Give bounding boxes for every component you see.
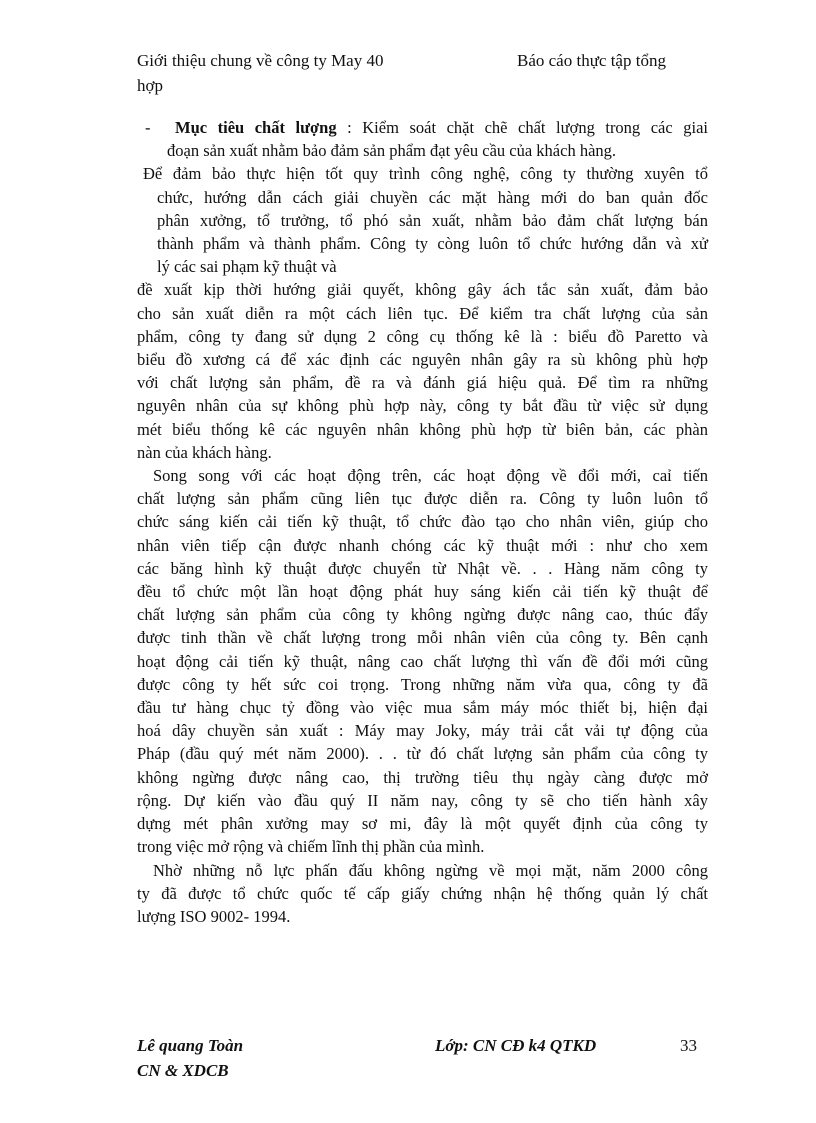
paragraph-line: nàn của khách hàng. [137,442,272,462]
bullet-label: Mục tiêu chất lượng [175,118,337,137]
paragraph-line: chức, hướng dẫn cách giải chuyền các mặt hàng mới do ban quản đốc [157,187,708,207]
paragraph-line: Để đảm bảo thực hiện tốt quy trình công nghệ, công ty thường xuyên tổ [143,164,708,184]
header-title-wrap: hợp [137,76,163,95]
paragraph-3 [137,464,708,858]
paragraph-line: với chất lượng sản phẩm, đề ra và đánh giá hiệu quả. Để tìm ra những [137,373,708,393]
page-number: 33 [680,1036,697,1055]
paragraph-line: nguyên nhân của sự không phù hợp này, công ty bắt đầu từ việc sử dụng [137,396,708,416]
paragraph-line: biểu đồ xương cá để xác định các nguyên nhân gây ra sù không phù hợp [137,350,708,370]
bullet-text: : Kiểm soát chặt chẽ chất lượng trong các giai [336,118,708,137]
paragraph-line: Song song với các hoạt động trên, các hoạt động về đổi mới, caỉ tiến [153,466,708,486]
paragraph-line: Pháp (đầu quý mét năm 2000). . . từ đó chất lượng sản phẩm của công ty [137,744,708,764]
paragraph-line: chất lượng sản phẩm của công ty không ngừng được nâng cao, thúc đẩy [137,605,708,625]
paragraph-line: phân xưởng, tổ trưởng, tổ phó sản xuất, nhằm bảo đảm chất lượng bán [157,210,708,230]
paragraph-line: rộng. Dự kiến vào đầu quý II năm nay, công ty sẽ cho tiến hành xây [137,790,708,810]
paragraph-line: đề xuất kịp thời hướng giải quyết, không gây ách tắc sản xuất, đảm bảo [137,280,708,300]
header-title-right: Báo cáo thực tập tổng [517,51,666,70]
footer-author: Lê quang Toàn [137,1036,244,1055]
paragraph-line: đều tổ chức một lần hoạt động phát huy sáng kiến cải tiến kỹ thuật để [137,582,708,602]
paragraph-line: trong việc mở rộng và chiếm lĩnh thị phần của mình. [137,837,485,857]
paragraph-line: mét biểu thống kê các nguyên nhân không phù hợp từ biên bản, các phàn [137,419,708,439]
header-title-left: Giới thiệu chung về công ty May 40 [137,51,384,70]
paragraph-line: được tinh thần về chất lượng trong mỗi nhân viên của công ty. Bên cạnh [137,628,708,648]
bullet-marker: - [145,118,151,137]
paragraph-line: đầu tư hàng chục tỷ đồng vào việc mua sắm máy móc thiết bị, hiện đại [137,698,708,718]
paragraph-line: lượng ISO 9002- 1994. [137,906,291,926]
footer-department: CN & XDCB [137,1061,229,1080]
paragraph-line: ty đã được tổ chức quốc tế cấp giấy chứng nhận hệ thống quản lý chất [137,883,708,903]
paragraph-line: nhân viên tiếp cận được nhanh chóng các kỹ thuật mới : như cho xem [137,535,708,555]
paragraph-line: chức sáng kiến cải tiến kỹ thuật, tổ chức đào tạo cho nhân viên, giúp cho [137,512,708,532]
paragraph-4 [137,859,708,929]
footer-class: Lớp: CN CĐ k4 QTKD [435,1036,597,1055]
paragraph-line: dựng mét phân xưởng may sơ mi, đây là một quyết định của công ty [137,814,708,834]
paragraph-line: phẩm, công ty đang sử dụng 2 công cụ thống kê là : biểu đồ Paretto và [137,326,708,346]
paragraph-line: Nhờ những nỗ lực phấn đấu không ngừng về mọi mặt, năm 2000 công [153,860,708,880]
bullet-item [137,116,708,162]
bullet-line-1 [137,116,708,139]
paragraph-line: chất lượng sản phẩm cũng liên tục được diễn ra. Công ty luôn luôn tổ [137,489,708,509]
document-body [137,116,708,928]
paragraph-line: thành phẩm và thành phẩm. Công ty còng luôn tổ chức hướng dẫn và xử [157,234,708,254]
paragraph-line: được công ty hết sức coi trọng. Trong những năm vừa qua, công ty đã [137,674,708,694]
paragraph-line: hoạt động cải tiến kỹ thuật, nâng cao chất lượng thì vấn đề đổi mới cũng [137,651,708,671]
paragraph-line: cho sản xuất diễn ra một cách liên tục. Để kiểm tra chất lượng của sản [137,303,708,323]
paragraph-line: lý các sai phạm kỹ thuật và [157,257,337,277]
bullet-line-2: đoạn sản xuất nhằm bảo đảm sản phẩm đạt yêu cầu của khách hàng. [167,141,617,161]
paragraph-line: hoá dây chuyền sản xuất : Máy may Joky, máy trải cắt vải tự động của [137,721,708,741]
paragraph-line: các băng hình kỹ thuật được chuyển từ Nhật về. . . Hàng năm công ty [137,558,708,578]
paragraph-2 [137,278,708,464]
paragraph-1 [137,162,708,278]
paragraph-line: không ngừng được nâng cao, thị trường tiêu thụ ngày càng được mở [137,767,708,787]
